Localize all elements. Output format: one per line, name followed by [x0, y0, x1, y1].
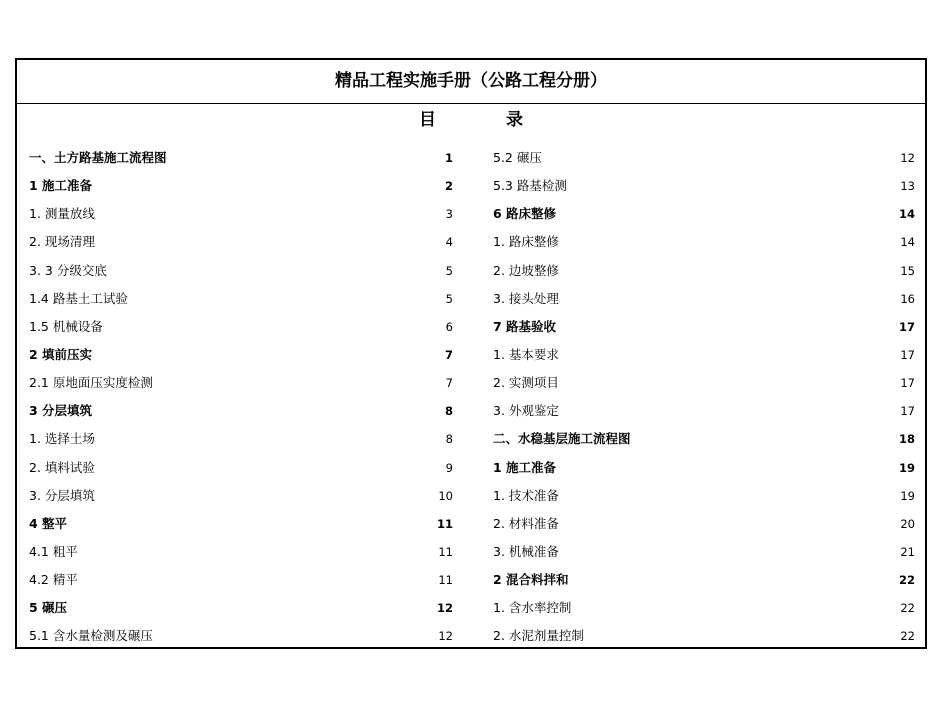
toc-entry-page: 17	[900, 347, 915, 362]
document-title: 精品工程实施手册（公路工程分册）	[17, 60, 925, 104]
toc-entry-page: 7	[445, 376, 453, 391]
toc-entry-page: 1	[444, 151, 453, 165]
toc-heading-char-2: 录	[506, 110, 523, 130]
toc-entry[interactable]	[493, 228, 915, 256]
toc-entry-title: 1 施工准备	[29, 178, 93, 194]
toc-entry-page: 8	[445, 432, 453, 447]
toc-entry-title: 3. 3 分级交底	[29, 262, 107, 278]
toc-entry-title: 3. 外观鉴定	[493, 403, 559, 419]
toc-entry-page: 17	[900, 404, 915, 419]
toc-entry[interactable]	[29, 594, 453, 622]
toc-entry-title: 3. 分层填筑	[29, 487, 95, 503]
toc-entry[interactable]	[493, 622, 915, 650]
toc-entry-title: 2.1 原地面压实度检测	[29, 375, 153, 391]
toc-left-column	[29, 144, 453, 651]
toc-entry-title: 1. 含水率控制	[493, 600, 572, 616]
toc-entry-title: 1.5 机械设备	[29, 318, 103, 334]
toc-entry[interactable]	[29, 257, 453, 285]
toc-entry[interactable]	[493, 313, 915, 341]
toc-entry[interactable]	[493, 538, 915, 566]
toc-entry-title: 2. 现场清理	[29, 234, 95, 250]
toc-entry-page: 8	[444, 404, 453, 419]
toc-entry-page: 19	[898, 460, 915, 475]
toc-entry[interactable]	[493, 397, 915, 425]
toc-entry-title: 3. 机械准备	[493, 543, 559, 559]
toc-entry-page: 19	[900, 488, 915, 503]
toc-entry-page: 5	[445, 291, 453, 306]
toc-entry[interactable]	[29, 313, 453, 341]
toc-entry[interactable]	[29, 285, 453, 313]
toc-entry[interactable]	[29, 228, 453, 256]
toc-entry-page: 2	[444, 179, 453, 194]
toc-entry-page: 14	[898, 207, 915, 222]
toc-entry[interactable]	[29, 397, 453, 425]
toc-entry-title: 5.1 含水量检测及碾压	[29, 628, 153, 644]
toc-entry-title: 1. 基本要求	[493, 346, 559, 362]
toc-entry-title: 一、土方路基施工流程图	[29, 150, 167, 165]
toc-entry-page: 22	[900, 601, 915, 616]
toc-entry-page: 14	[900, 235, 915, 250]
toc-entry-title: 1 施工准备	[493, 459, 557, 475]
toc-entry[interactable]	[29, 538, 453, 566]
toc-entry-page: 22	[900, 629, 915, 644]
toc-entry-page: 20	[900, 516, 915, 531]
toc-entry-page: 5	[445, 263, 453, 278]
toc-entry[interactable]	[29, 454, 453, 482]
toc-entry-title: 5.2 碾压	[493, 150, 542, 165]
toc-entry[interactable]	[29, 566, 453, 594]
toc-entry-page: 13	[900, 179, 915, 194]
toc-entry-page: 12	[436, 601, 453, 616]
toc-entry[interactable]	[29, 341, 453, 369]
toc-entry-title: 4.1 粗平	[29, 543, 78, 559]
toc-entry-page: 6	[445, 319, 453, 334]
toc-entry-title: 3. 接头处理	[493, 290, 559, 306]
toc-entry[interactable]	[493, 257, 915, 285]
toc-entry-page: 3	[445, 207, 453, 222]
toc-entry-title: 5.3 路基检测	[493, 178, 567, 194]
toc-entry[interactable]	[29, 200, 453, 228]
toc-entry[interactable]	[493, 594, 915, 622]
toc-entry-title: 2. 边坡整修	[493, 262, 559, 278]
toc-entry-page: 11	[438, 544, 453, 559]
toc-entry[interactable]	[493, 172, 915, 200]
toc-entry-page: 11	[438, 573, 453, 588]
toc-entry-page: 17	[898, 319, 915, 334]
toc-entry-page: 17	[900, 376, 915, 391]
toc-entry[interactable]	[29, 172, 453, 200]
toc-entry-page: 18	[898, 432, 915, 447]
toc-entry[interactable]	[29, 510, 453, 538]
toc-entry[interactable]	[29, 622, 453, 650]
toc-entry[interactable]	[493, 454, 915, 482]
toc-entry[interactable]	[493, 510, 915, 538]
toc-entry-page: 11	[436, 516, 453, 531]
toc-entry[interactable]	[493, 566, 915, 594]
toc-entry-page: 9	[445, 460, 453, 475]
toc-entry[interactable]	[493, 369, 915, 397]
toc-entry-title: 1.4 路基土工试验	[29, 290, 128, 306]
toc-entry-title: 1. 选择土场	[29, 431, 95, 447]
toc-entry[interactable]	[493, 144, 915, 172]
toc-entry-page: 12	[438, 629, 453, 644]
toc-right-column	[493, 144, 915, 651]
toc-heading	[17, 108, 925, 132]
toc-entry-title: 4.2 精平	[29, 572, 78, 588]
toc-entry-title: 1. 测量放线	[29, 206, 95, 222]
toc-entry-title: 1. 技术准备	[493, 487, 559, 503]
toc-entry[interactable]	[493, 200, 915, 228]
toc-entry-page: 22	[898, 573, 915, 588]
toc-entry-title: 2. 水泥剂量控制	[493, 628, 584, 644]
toc-entry[interactable]	[29, 369, 453, 397]
toc-heading-char-1: 目	[419, 110, 436, 130]
toc-entry[interactable]	[493, 341, 915, 369]
toc-entry-title: 4 整平	[29, 515, 68, 531]
toc-entry[interactable]	[493, 425, 915, 453]
toc-entry[interactable]	[493, 285, 915, 313]
toc-entry-title: 2. 填料试验	[29, 459, 95, 475]
document-frame	[15, 58, 927, 649]
toc-entry[interactable]	[29, 144, 453, 172]
toc-entry-title: 2. 材料准备	[493, 515, 559, 531]
toc-entry-title: 2. 实测项目	[493, 375, 559, 391]
toc-entry-title: 7 路基验收	[493, 318, 557, 334]
toc-entry-page: 12	[900, 151, 915, 165]
toc-entry-page: 16	[900, 291, 915, 306]
toc-entry[interactable]	[29, 482, 453, 510]
toc-entry[interactable]	[29, 425, 453, 453]
toc-entry-title: 1. 路床整修	[493, 234, 559, 250]
toc-entry-page: 10	[438, 488, 453, 503]
toc-entry-page: 15	[900, 263, 915, 278]
toc-entry-title: 2 混合料拌和	[493, 572, 569, 588]
toc-entry-title: 6 路床整修	[493, 206, 557, 222]
toc-entry-title: 二、水稳基层施工流程图	[493, 431, 631, 447]
toc-entry-page: 7	[444, 347, 453, 362]
toc-entry-page: 21	[900, 544, 915, 559]
toc-entry-title: 5 碾压	[29, 600, 68, 616]
toc-entry-title: 2 填前压实	[29, 346, 93, 362]
toc-entry-title: 3 分层填筑	[29, 403, 93, 419]
toc-entry-page: 4	[445, 235, 453, 250]
toc-entry[interactable]	[493, 482, 915, 510]
